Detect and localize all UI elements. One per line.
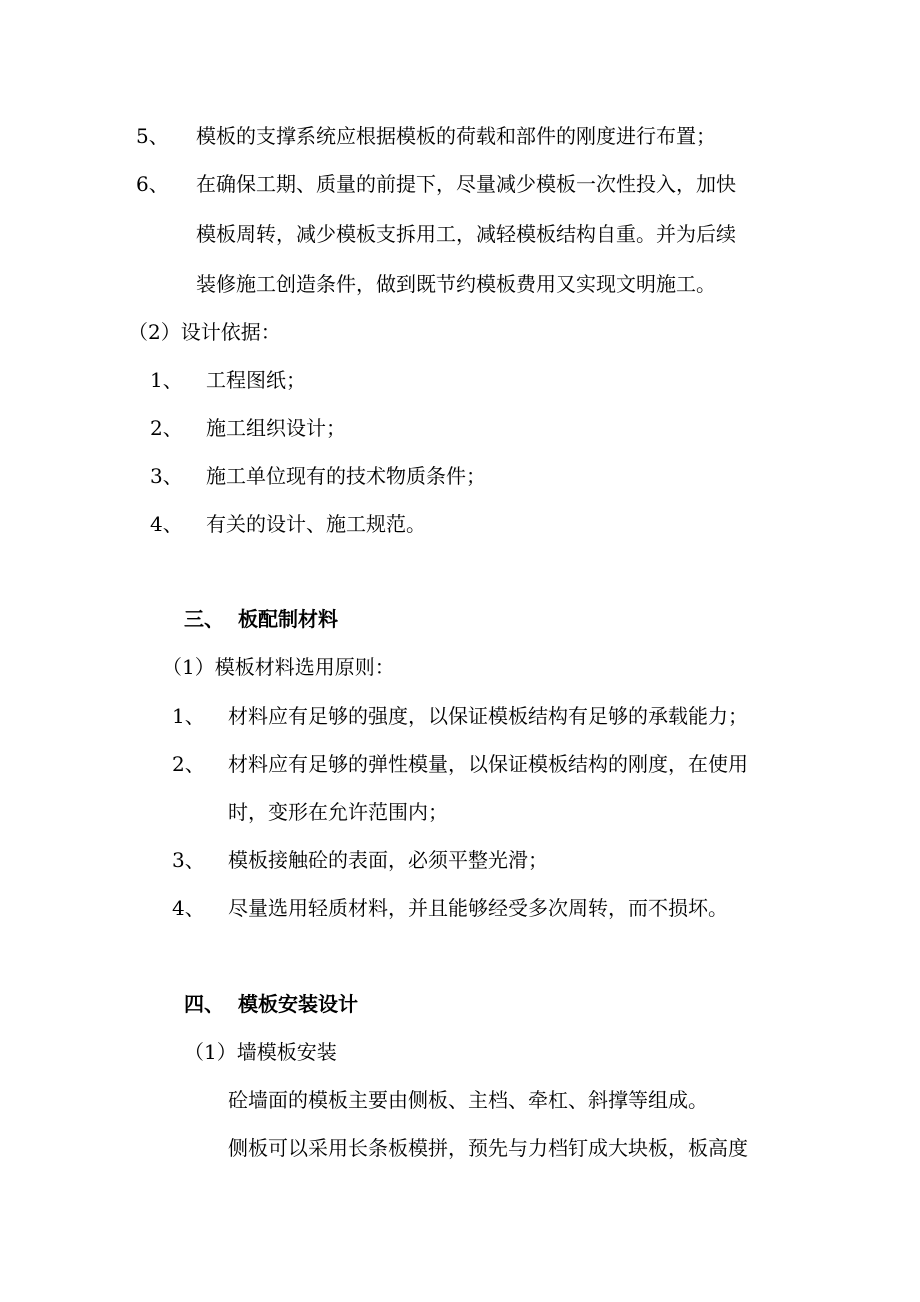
- item-6-line-2: 模板周转，减少模板支拆用工，减轻模板结构自重。并为后续: [196, 222, 736, 246]
- material-2-line-1: 材料应有足够的弹性模量，以保证模板结构的刚度，在使用: [228, 752, 748, 776]
- section-3-title: 板配制材料: [238, 607, 338, 631]
- material-4-text: 尽量选用轻质材料，并且能够经受多次周转，而不损坏。: [228, 896, 728, 920]
- item-6-number: 6、: [136, 172, 169, 196]
- material-3-number: 3、: [172, 848, 205, 872]
- design-basis-heading: （2）设计依据：: [128, 320, 281, 344]
- item-5-number: 5、: [136, 124, 169, 148]
- section-3-number: 三、: [184, 607, 224, 631]
- material-3-text: 模板接触砼的表面，必须平整光滑；: [228, 848, 548, 872]
- wall-formwork-paragraph-1: 砼墙面的模板主要由侧板、主档、牵杠、斜撑等组成。: [228, 1088, 708, 1112]
- basis-2-text: 施工组织设计；: [206, 416, 346, 440]
- section-3-subheading: （1）模板材料选用原则：: [162, 655, 395, 679]
- section-4-subheading: （1）墙模板安装: [184, 1040, 337, 1064]
- item-6-line-3: 装修施工创造条件，做到既节约模板费用又实现文明施工。: [196, 272, 716, 296]
- basis-1-number: 1、: [150, 368, 183, 392]
- material-2-number: 2、: [172, 752, 205, 776]
- basis-3-number: 3、: [150, 464, 183, 488]
- basis-2-number: 2、: [150, 416, 183, 440]
- section-4-number: 四、: [184, 992, 224, 1016]
- material-1-text: 材料应有足够的强度，以保证模板结构有足够的承载能力；: [228, 704, 748, 728]
- material-1-number: 1、: [172, 704, 205, 728]
- wall-formwork-paragraph-2: 侧板可以采用长条板模拼，预先与力档钉成大块板，板高度: [228, 1136, 748, 1160]
- basis-4-text: 有关的设计、施工规范。: [206, 512, 426, 536]
- section-4-title: 模板安装设计: [238, 992, 358, 1016]
- basis-4-number: 4、: [150, 512, 183, 536]
- basis-1-text: 工程图纸；: [206, 368, 306, 392]
- item-5-text: 模板的支撑系统应根据模板的荷载和部件的刚度进行布置；: [196, 124, 716, 148]
- material-4-number: 4、: [172, 896, 205, 920]
- item-6-line-1: 在确保工期、质量的前提下，尽量减少模板一次性投入，加快: [196, 172, 736, 196]
- basis-3-text: 施工单位现有的技术物质条件；: [206, 464, 486, 488]
- material-2-line-2: 时，变形在允许范围内；: [228, 800, 448, 824]
